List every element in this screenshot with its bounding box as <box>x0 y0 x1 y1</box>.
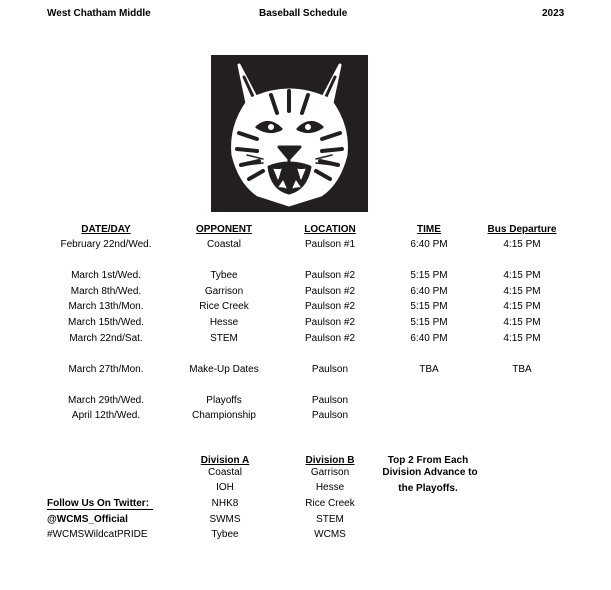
wildcat-head-icon <box>211 55 368 212</box>
location-cell: Paulson #2 <box>304 286 356 297</box>
column-header-date: DATE/DAY <box>81 224 131 235</box>
division-b-team: WCMS <box>314 529 346 540</box>
location-cell: Paulson #2 <box>304 317 356 328</box>
date-cell: February 22nd/Wed. <box>60 239 152 250</box>
column-header-opponent: OPPONENT <box>195 224 253 235</box>
location-cell: Paulson <box>311 395 349 406</box>
time-cell: 6:40 PM <box>410 239 448 250</box>
opponent-cell: Tybee <box>210 270 238 281</box>
school-name: West Chatham Middle <box>47 8 151 19</box>
bus-cell: 4:15 PM <box>503 286 541 297</box>
location-cell: Paulson <box>311 410 349 421</box>
bus-cell: TBA <box>512 364 532 375</box>
division-a-team: NHK8 <box>211 498 239 509</box>
twitter-follow-label: Follow Us On Twitter: <box>47 498 153 510</box>
division-b-team: STEM <box>316 514 344 525</box>
opponent-cell: Hesse <box>209 317 239 328</box>
bus-cell: 4:15 PM <box>503 317 541 328</box>
date-cell: March 22nd/Sat. <box>69 333 143 344</box>
date-cell: March 29th/Wed. <box>68 395 144 406</box>
division-b-title: Division B <box>305 455 355 466</box>
wildcat-head-logo <box>211 55 368 212</box>
division-a-team: Coastal <box>208 467 242 478</box>
twitter-handle[interactable]: @WCMS_Official <box>47 514 128 525</box>
bus-cell: 4:15 PM <box>503 333 541 344</box>
division-a-title: Division A <box>200 455 250 466</box>
date-cell: March 27th/Mon. <box>68 364 144 375</box>
page-title: Baseball Schedule <box>259 8 348 19</box>
division-a-team: Tybee <box>211 529 239 540</box>
column-header-location: LOCATION <box>304 224 356 235</box>
opponent-cell: Make-Up Dates <box>189 364 259 375</box>
date-cell: April 12th/Wed. <box>71 410 141 421</box>
playoff-note-line: Top 2 From Each <box>387 455 469 466</box>
division-b-team: Hesse <box>315 482 345 493</box>
opponent-cell: STEM <box>210 333 238 344</box>
time-cell: TBA <box>419 364 439 375</box>
playoff-note-line: Division Advance to <box>382 467 478 478</box>
column-header-bus: Bus Departure <box>487 224 557 235</box>
date-cell: March 15th/Wed. <box>68 317 144 328</box>
opponent-cell: Championship <box>192 410 256 421</box>
time-cell: 6:40 PM <box>410 333 448 344</box>
playoff-note-line: the Playoffs. <box>398 483 458 494</box>
location-cell: Paulson #2 <box>304 270 356 281</box>
bus-cell: 4:15 PM <box>503 301 541 312</box>
column-header-time: TIME <box>417 224 441 235</box>
opponent-cell: Playoffs <box>206 395 242 406</box>
division-b-team: Rice Creek <box>305 498 355 509</box>
location-cell: Paulson #2 <box>304 333 356 344</box>
location-cell: Paulson <box>311 364 349 375</box>
opponent-cell: Coastal <box>207 239 241 250</box>
bus-cell: 4:15 PM <box>503 239 541 250</box>
location-cell: Paulson #1 <box>304 239 356 250</box>
twitter-hashtag[interactable]: #WCMSWildcatPRIDE <box>47 529 148 540</box>
date-cell: March 1st/Wed. <box>71 270 141 281</box>
opponent-cell: Rice Creek <box>199 301 249 312</box>
time-cell: 5:15 PM <box>410 270 448 281</box>
time-cell: 5:15 PM <box>410 317 448 328</box>
opponent-cell: Garrison <box>204 286 244 297</box>
time-cell: 6:40 PM <box>410 286 448 297</box>
time-cell: 5:15 PM <box>410 301 448 312</box>
bus-cell: 4:15 PM <box>503 270 541 281</box>
date-cell: March 13th/Mon. <box>68 301 144 312</box>
location-cell: Paulson #2 <box>304 301 356 312</box>
date-cell: March 8th/Wed. <box>70 286 142 297</box>
division-b-team: Garrison <box>310 467 350 478</box>
year: 2023 <box>542 8 565 19</box>
division-a-team: IOH <box>216 482 234 493</box>
division-a-team: SWMS <box>209 514 241 525</box>
